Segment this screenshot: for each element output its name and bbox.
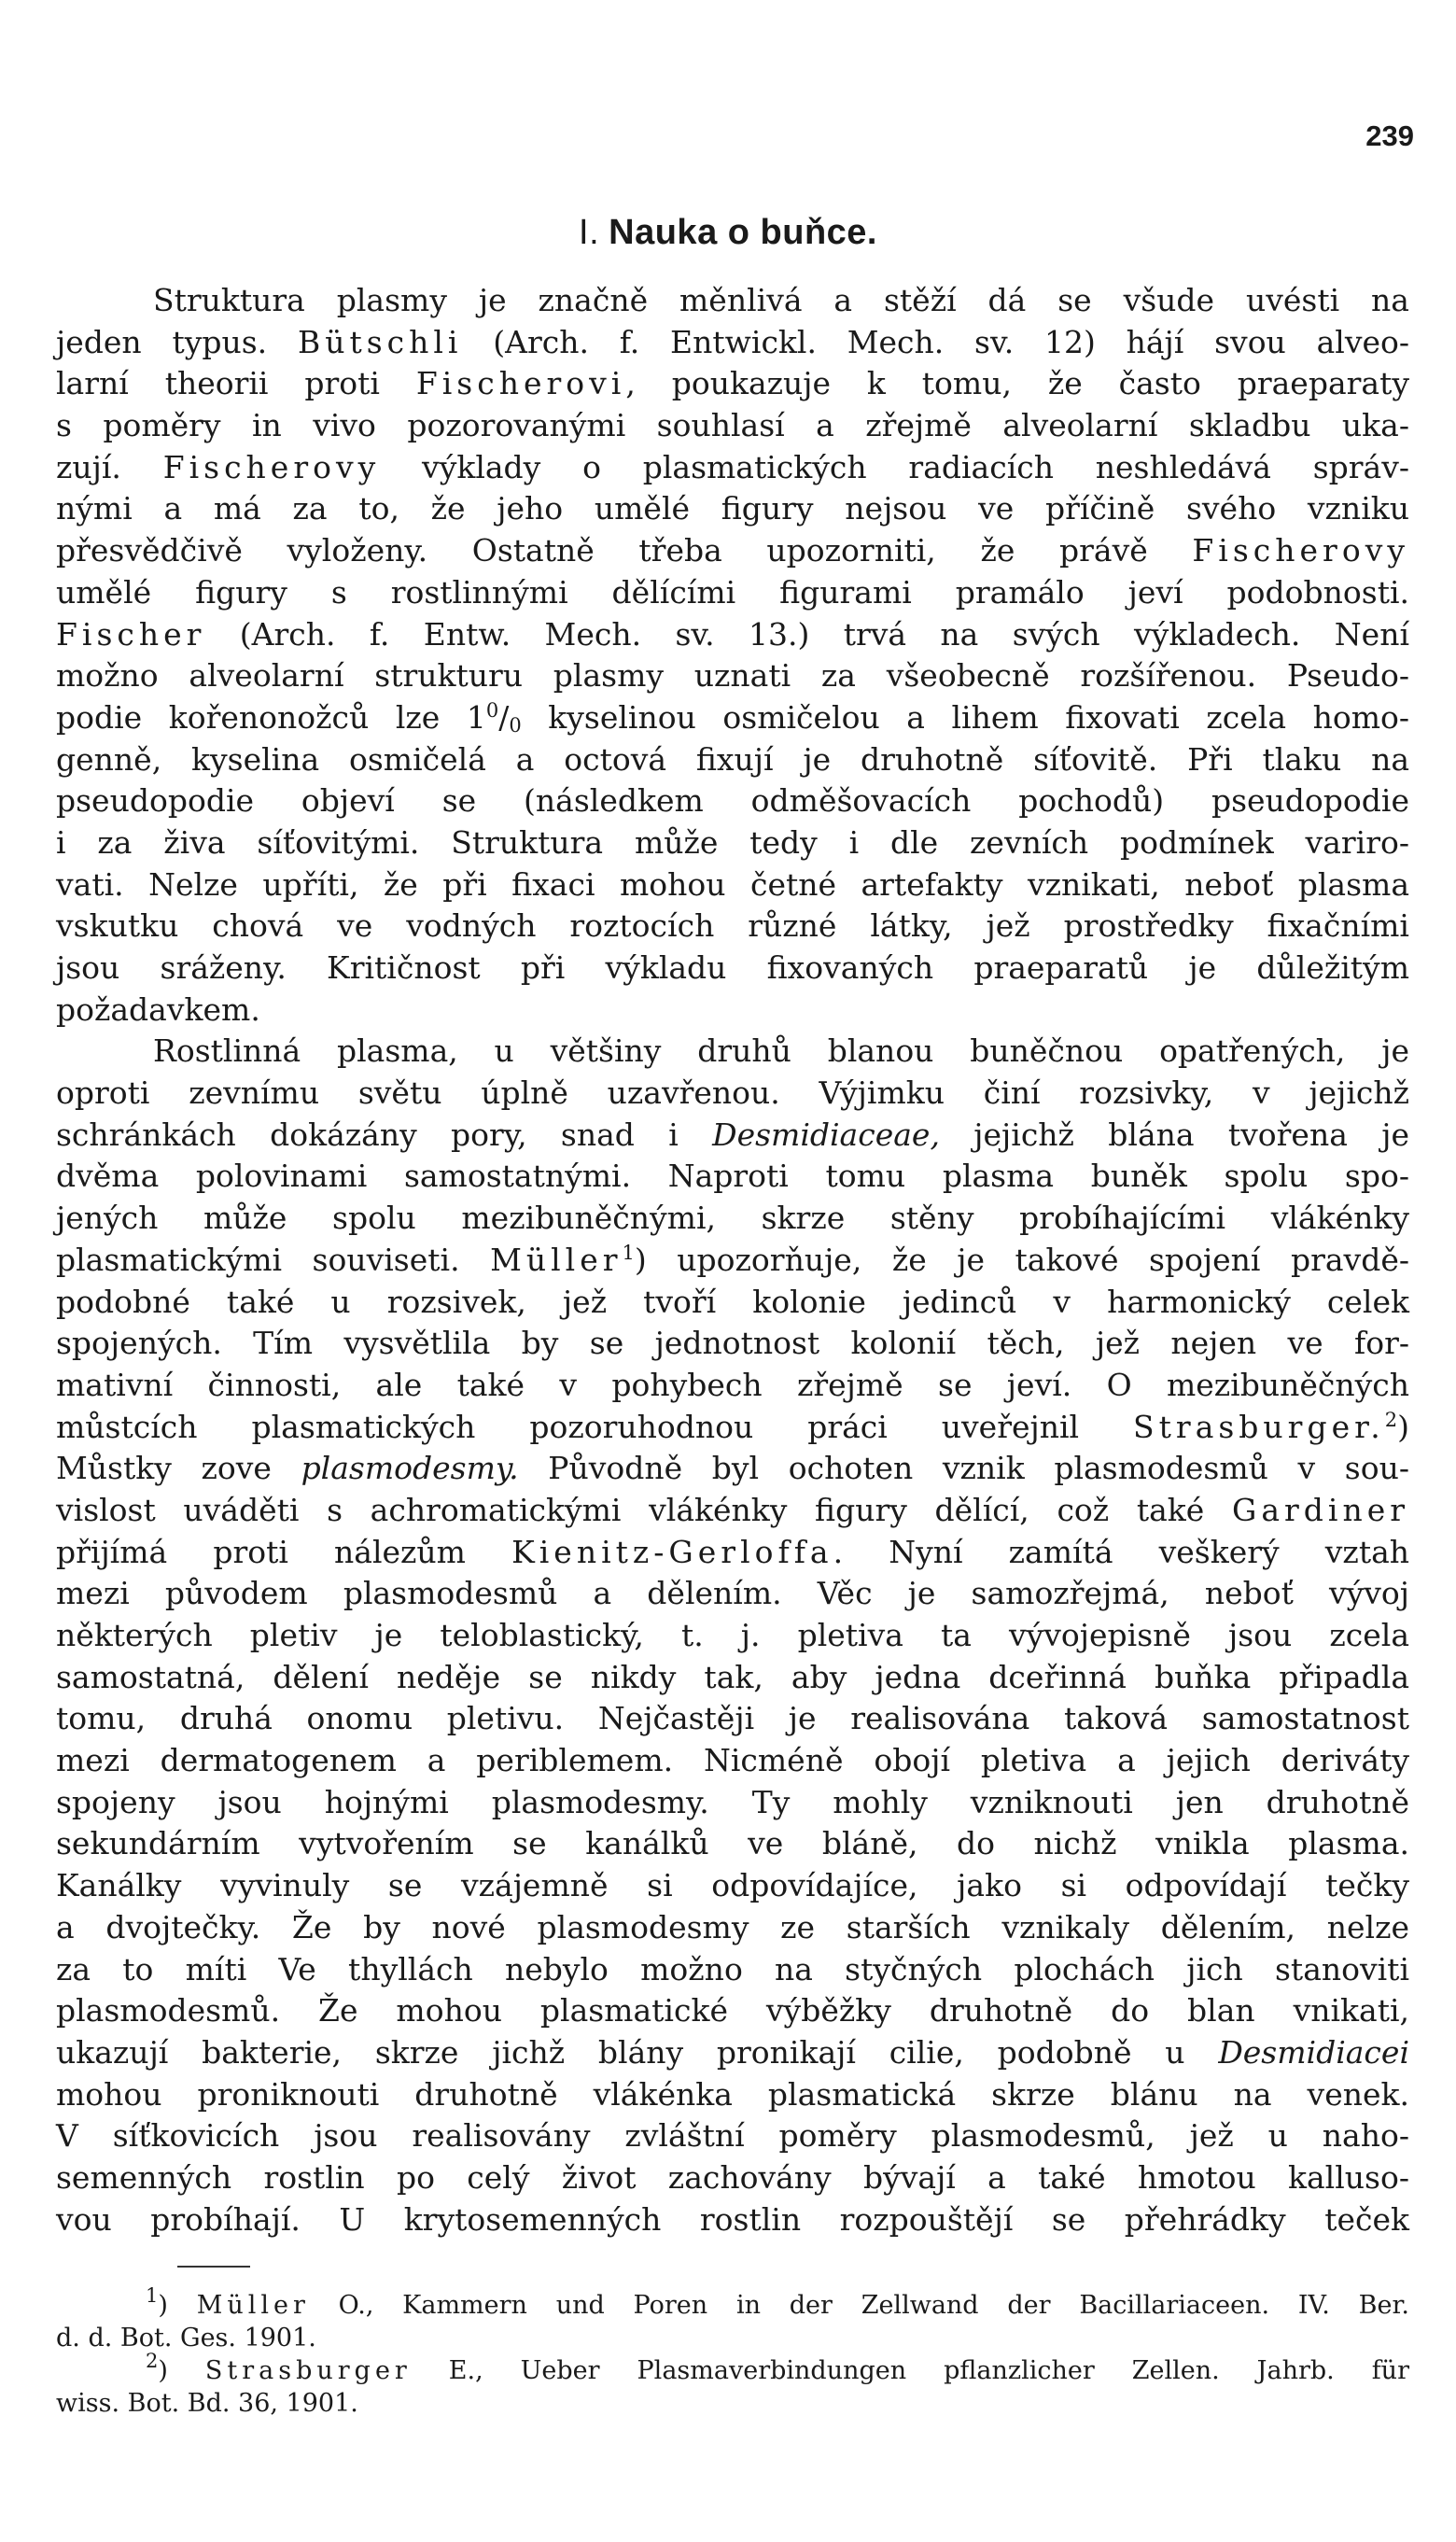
author-name: Fischer [56,615,206,653]
text-line: semenných rostlin po celý život zachovány bývají a také hmotou kalluso- [56,2158,1409,2196]
text-line: můstcích plasmatických pozoruhodnou práci uveřejnil Strasburger.$^2$) [56,1408,1409,1445]
text-line: pseudopodie objeví se (následkem odměšovacích pochodů) pseudopodie [56,782,1409,820]
text-line: mativní činnosti, ale také v pohybech zřejmě se jeví. O mezibuněčných [56,1366,1409,1403]
text-line: a dvojtečky. Že by nové plasmodesmy ze starších vznikaly dělením, nelze [56,1908,1409,1945]
text-line: plasmodesmů. Že mohou plasmatické výběžky druhotně do blan vnikati, [56,1992,1409,2029]
text-line: Fischer (Arch. f. Entw. Mech. sv. 13.) trvá na svých výkladech. Není [56,615,1409,653]
text-line: Struktura plasmy je značně měnlivá a stěží dá se všude uvésti na [153,282,1409,318]
text-line: vati. Nelze upříti, že při fixaci mohou četné artefakty vznikati, neboť plasma [56,865,1409,903]
page-number: 239 [1365,119,1414,152]
footnote-line: d. d. Bot. Ges. 1901. [56,2324,316,2352]
author-name: Müller [196,2291,310,2320]
footnote-line: wiss. Bot. Bd. 36, 1901. [56,2389,358,2418]
text-line: oproti zevnímu světu úplně uzavřenou. Výjimku činí rozsivky, v jejichž [56,1074,1409,1112]
text-line: nými a má za to, že jeho umělé figury nejsou ve příčině svého vzniku [56,490,1409,527]
taxon-name: Desmidiaceae, [712,1116,940,1153]
text-line: za to míti Ve thyllách nebylo možno na styčných plochách jich stanoviti [56,1950,1409,1987]
text-line: ukazují bakterie, skrze jichž blány pronikají cilie, podobně u Desmidiacei [56,2033,1409,2071]
author-name: Müller [490,1241,623,1278]
author-name: Strasburger [204,2356,412,2385]
text-line: přesvědčivě vyloženy. Ostatně třeba upozorniti, že právě Fischerovy [56,532,1409,569]
footnote-separator [177,2266,250,2268]
text-line: vou probíhají. U krytosemenných rostlin rozpouštějí se přehrádky teček [56,2200,1409,2238]
text-line: podobné také u rozsivek, jež tvoří kolonie jedinců v harmonický celek [56,1283,1409,1320]
text-line: zují. Fischerovy výklady o plasmatických radiacích neshledává správ- [56,448,1410,485]
author-name: Fischerovy [1192,532,1409,569]
footnote-marker: 2 [146,2350,159,2372]
text-line: schránkách dokázány pory, snad i Desmidiaceae, jejichž blána tvořena je [56,1116,1409,1153]
text-line: požadavkem. [56,990,260,1028]
text-line: některých pletiv je teloblastický, t. j. pletiva ta vývojepisně jsou zcela [56,1617,1409,1653]
text-line: spojeny jsou hojnými plasmodesmy. Ty mohly vzniknouti jen druhotně [56,1783,1409,1820]
text-line: plasmatickými souviseti. Müller$^1$) upozorňuje, že je takové spojení pravdě- [56,1241,1410,1278]
text-line: larní theorii proti Fischerovi, poukazuje k tomu, že často praeparaty [56,365,1409,402]
text-line: spojených. Tím vysvětlila by se jednotnost kolonií těch, jež nejen ve for- [56,1325,1409,1362]
text-line: tomu, druhá onomu pletivu. Nejčastěji je realisována taková samostatnost [56,1700,1409,1737]
author-name: Kienitz-Gerloffa [511,1533,833,1570]
text-line: podie kořenonožců lze $1^0/_0$ kyselinou osmičelou a lihem fixovati zcela homo- [56,698,1409,737]
text-line: možno alveolarní strukturu plasmy uznati za všeobecně rozšířenou. Pseudo- [56,657,1409,695]
text-line: jeden typus. Bütschli (Arch. f. Entwickl. Mech. sv. 12) hájí svou alveo- [56,323,1410,360]
author-name: Gardiner [1231,1491,1409,1528]
author-name: Strasburger. [1133,1408,1385,1445]
text-line: s poměry in vivo pozorovanými souhlasí a zřejmě alveolarní skladbu uka- [56,407,1409,444]
text-line: dvěma polovinami samostatnými. Naproti tomu plasma buněk spolu spo- [56,1158,1409,1195]
text-line: Rostlinná plasma, u většiny druhů blanou buněčnou opatřených, je [153,1032,1409,1070]
author-name: Fischerovi [415,365,626,402]
text-line: Kanálky vyvinuly se vzájemně si odpovídajíce, jako si odpovídají tečky [56,1867,1409,1904]
footnote-line: $^1$) Müller O., Kammern und Poren in der Zellwand der Bacillariaceen. IV. Ber. [146,2284,1409,2320]
taxon-name: Desmidiacei [1218,2033,1409,2071]
text-line: mezi dermatogenem a periblemem. Nicméně obojí pletiva a jejich deriváty [56,1742,1409,1779]
footnote-ref: 2 [1384,1408,1398,1431]
text-line: Můstky zove plasmodesmy. Původně byl ochoten vznik plasmodesmů v sou- [56,1450,1409,1487]
author-name: Bütschli [297,323,463,360]
footnote-marker: 1 [146,2284,159,2307]
text-line: vislost uváděti s achromatickými vlákénky figury dělící, což také Gardiner [56,1491,1409,1528]
author-name: Fischerovy [162,448,381,485]
text-line: přijímá proti nálezům Kienitz-Gerloffa. Nyní zamítá veškerý vztah [56,1533,1410,1570]
text-line: mohou proniknouti druhotně vlákénka plasmatická skrze blánu na venek. [56,2075,1409,2113]
text-line: jených může spolu mezibuněčnými, skrze stěny probíhajícími vlákénky [56,1200,1409,1237]
footnote-ref: 1 [622,1241,635,1264]
text-line: mezi původem plasmodesmů a dělením. Věc je samozřejmá, neboť vývoj [56,1575,1409,1612]
chapter-number: I. [579,213,600,252]
chapter-title [0,213,1456,253]
text-line: vskutku chová ve vodných roztocích různé látky, jež prostředky fixačními [56,907,1409,945]
footnote-line: $^2$) Strasburger E., Ueber Plasmaverbindungen pflanzlicher Zellen. Jahrb. für [146,2350,1409,2385]
footnotes [56,2284,1409,2420]
text-line: V síťkovicích jsou realisovány zvláštní poměry plasmodesmů, jež u naho- [56,2117,1409,2155]
text-line: i za živa síťovitými. Struktura může tedy i dle zevních podmínek variro- [56,823,1409,861]
term-italic: plasmodesmy. [301,1450,519,1487]
text-line: samostatná, dělení neděje se nikdy tak, aby jedna dceřinná buňka připadla [56,1658,1409,1695]
text-line: sekundárním vytvořením se kanálků ve bláně, do nichž vnikla plasma. [56,1825,1409,1862]
text-line: umělé figury s rostlinnými dělícími figurami pramálo jeví podobnosti. [56,573,1409,611]
text-line: jsou sráženy. Kritičnost při výkladu fixovaných praeparatů je důležitým [56,949,1409,986]
body-text [56,280,1409,2240]
chapter-title-text: Nauka o buňce. [609,213,877,252]
text-line: genně, kyselina osmičelá a octová fixují je druhotně síťovitě. Při tlaku na [56,740,1409,778]
